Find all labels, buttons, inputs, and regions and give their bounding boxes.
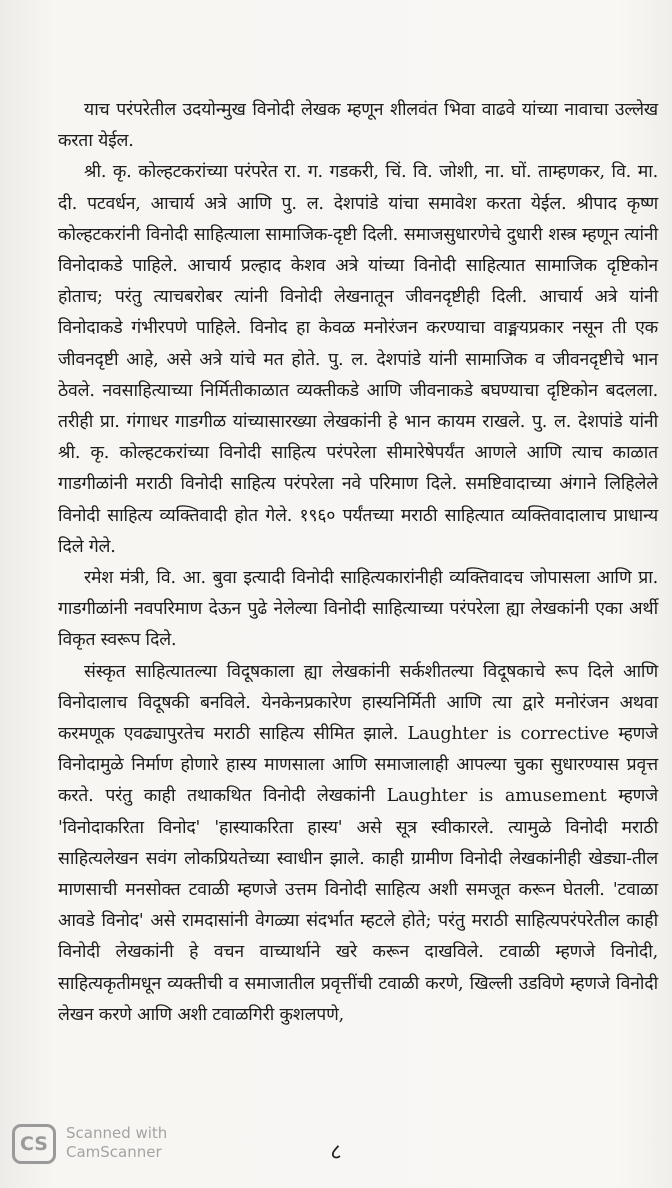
paragraph-4: संस्कृत साहित्यातल्या विदूषकाला ह्या लेखकांनी सर्कशीतल्या विदूषकाचे रूप दिले आणि विनोदालाच विदूषकी बनविले. येनकेनप्रकारेण हास्यनिर्मिती आणि त्या द्वारे मनोरंजन अथवा करमणूक एवढ्यापुरतेच मराठी साहित्य सीमित झाले. Laughter is corrective म्हणजे विनोदामुळे निर्माण होणारे हास्य माणसाला आणि समाजालाही आपल्या चुका सुधारण्यास प्रवृत्त करते. परंतु काही तथाकथित विनोदी लेखकांनी Laughter is amusement म्हणजे 'विनोदाकरिता विनोद' 'हास्याकरिता हास्य' असे सूत्र स्वीकारले. त्यामुळे विनोदी मराठी साहित्यलेखन सवंग लोकप्रियतेच्या स्वाधीन झाले. काही ग्रामीण विनोदी लेखकांनीही खेड्या-तील माणसाची मनसोक्त टवाळी म्हणजे उत्तम विनोदी साहित्य अशी समजूत करून घेतली. 'टवाळा आवडे विनोद' असे रामदासांनी वेगळ्या संदर्भात म्हटले होते; परंतु मराठी साहित्यपरंपरेतील काही विनोदी लेखकांनी हे वचन वाच्यार्थाने खरे करून दाखविले. टवाळी म्हणजे विनोदी, साहित्यकृतीमधून व्यक्तीची व समाजातील प्रवृत्तींची टवाळी करणे, खिल्ली उडविणे म्हणजे विनोदी लेखन करणे आणि अशी टवाळगिरी कुशलपणे,: [58, 661, 658, 1025]
camscanner-logo-icon: CS: [12, 1124, 56, 1164]
watermark-line-1: Scanned with: [66, 1124, 168, 1142]
camscanner-watermark: [12, 1122, 212, 1172]
page-number: ८: [330, 1140, 342, 1165]
paragraph-2: श्री. कृ. कोल्हटकरांच्या परंपरेत रा. ग. गडकरी, चिं. वि. जोशी, ना. घों. ताम्हणकर, वि. मा. दी. पटवर्धन, आचार्य अत्रे आणि पु. ल. देशपांडे यांचा समावेश करता येईल. श्रीपाद कृष्ण कोल्हटकरांनी विनोदी साहित्याला सामाजिक-दृष्टी दिली. समाजसुधारणेचे दुधारी शस्त्र म्हणून त्यांनी विनोदाकडे पाहिले. आचार्य प्रल्हाद केशव अत्रे यांच्या विनोदी साहित्यात सामाजिक दृष्टिकोन होताच; परंतु त्याचबरोबर त्यांनी विनोदी लेखनातून जीवनदृष्टीही दिली. आचार्य अत्रे यांनी विनोदाकडे गंभीरपणे पाहिले. विनोद हा केवळ मनोरंजन करण्याचा वाङ्मयप्रकार नसून ती एक जीवनदृष्टी आहे, असे अत्रे यांचे मत होते. पु. ल. देशपांडे यांनी सामाजिक व जीवनदृष्टीचे भान ठेवले. नवसाहित्याच्या निर्मितीकाळात व्यक्तीकडे आणि जीवनाकडे बघण्याचा दृष्टिकोन बदलला. तरीही प्रा. गंगाधर गाडगीळ यांच्यासारख्या लेखकांनी हे भान कायम राखले. पु. ल. देशपांडे यांनी श्री. कृ. कोल्हटकरांच्या विनोदी साहित्य परंपरेला सीमारेषेपर्यंत आणले आणि त्याच काळात गाडगीळांनी मराठी विनोदी साहित्य परंपरेला नवे परिमाण दिले. समष्टिवादाच्या अंगाने लिहिलेले विनोदी साहित्य व्यक्तिवादी होत गेले. १९६० पर्यंतच्या मराठी साहित्यात व्यक्तिवादालाच प्राधान्य दिले गेले.: [58, 162, 658, 557]
watermark-line-2: CamScanner: [66, 1143, 162, 1161]
body-text: [58, 95, 658, 1031]
paragraph-1: याच परंपरेतील उदयोन्मुख विनोदी लेखक म्हणून शीलवंत भिवा वाढवे यांच्या नावाचा उल्लेख करता येईल.: [58, 100, 658, 152]
paragraph-3: रमेश मंत्री, वि. आ. बुवा इत्यादी विनोदी साहित्यकारांनीही व्यक्तिवादच जोपासला आणि प्रा. गाडगीळांनी नवपरिमाण देऊन पुढे नेलेल्या विनोदी साहित्याच्या परंपरेला ह्या लेखकांनी एका अर्थी विकृत स्वरूप दिले.: [58, 568, 658, 651]
watermark-text: [66, 1124, 167, 1162]
